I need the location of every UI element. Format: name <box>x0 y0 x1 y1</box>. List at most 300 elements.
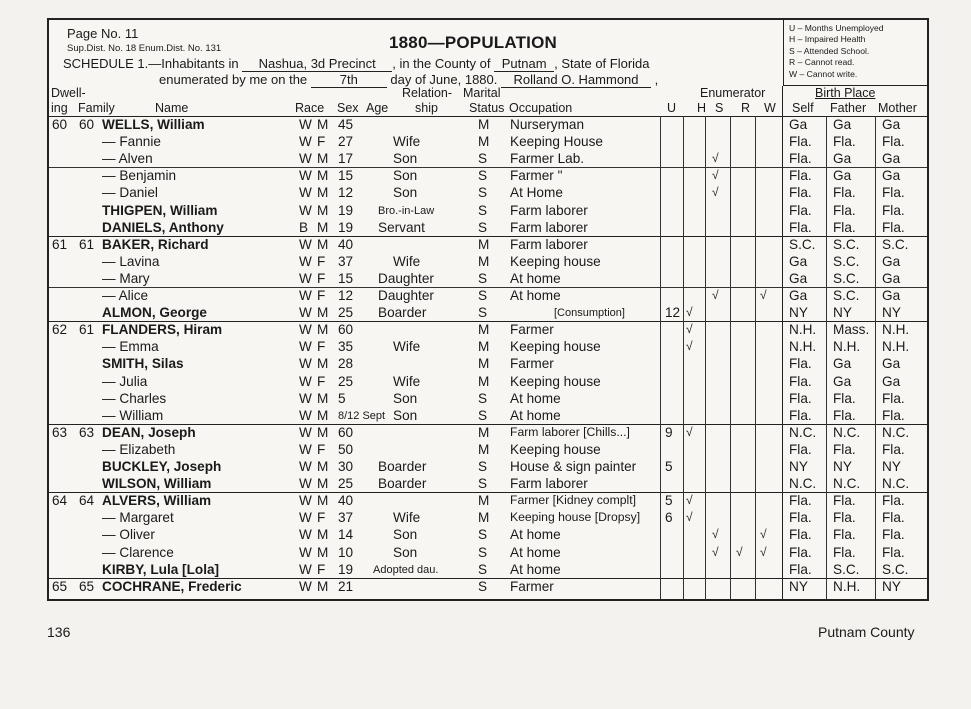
health-check: √ <box>686 339 693 354</box>
table-row <box>49 476 927 493</box>
day-field: 7th <box>311 72 387 88</box>
birthplace-mother: Fla. <box>882 202 905 218</box>
birthplace-mother: Fla. <box>882 527 905 543</box>
age-cell: 25 <box>338 373 354 389</box>
family-number: 61 <box>79 236 95 252</box>
person-name: BUCKLEY, Joseph <box>102 459 222 474</box>
occupation-cell: At home <box>510 544 561 560</box>
birthplace-self: NY <box>789 459 808 474</box>
marital-cell: M <box>478 510 490 526</box>
birthplace-father: Fla. <box>833 493 856 509</box>
occupation-cell: At home <box>510 390 561 406</box>
occupation-cell: Keeping House <box>510 134 603 150</box>
occupation-cell: Farmer " <box>510 168 563 184</box>
person-name: — Daniel <box>102 185 158 201</box>
birthplace-father: Mass. <box>833 322 870 338</box>
person-name: — Julia <box>102 373 148 389</box>
occupation-cell: Farmer <box>510 356 554 372</box>
enum-prefix: enumerated by me on the <box>159 72 308 87</box>
race-cell: W <box>299 459 312 474</box>
sex-cell: F <box>317 288 326 303</box>
col-occupation: Occupation <box>509 101 573 115</box>
birthplace-self: N.H. <box>789 339 817 355</box>
col-sex: Sex <box>337 101 359 115</box>
race-cell: W <box>299 117 312 132</box>
birthplace-father: NY <box>833 305 852 321</box>
occupation-cell: Keeping house [Dropsy] <box>510 510 641 525</box>
race-cell: W <box>299 151 312 167</box>
marital-cell: M <box>478 339 490 355</box>
enum-mid: day of June, 1880. <box>390 72 498 87</box>
birthplace-father: Ga <box>833 373 852 389</box>
marital-cell: S <box>478 527 488 543</box>
age-cell: 12 <box>338 185 354 201</box>
person-name: — Alven <box>102 151 153 167</box>
age-cell: 37 <box>338 253 354 269</box>
occupation-cell: Farm laborer [Chills...] <box>510 424 630 439</box>
unemployed-cell: 5 <box>665 459 673 474</box>
health-check: √ <box>686 305 693 320</box>
relationship-cell: Wife <box>393 339 421 355</box>
birthplace-self: S.C. <box>789 236 816 252</box>
relationship-cell: Son <box>393 544 418 560</box>
birthplace-mother: Fla. <box>882 185 905 201</box>
table-row <box>49 134 927 151</box>
table-row <box>49 356 927 373</box>
person-name: — Benjamin <box>102 168 177 184</box>
unemployed-cell: 9 <box>665 424 673 440</box>
birthplace-self: NY <box>789 305 808 321</box>
age-cell: 10 <box>338 544 354 560</box>
sex-cell: F <box>317 441 326 457</box>
birthplace-self: Ga <box>789 117 808 132</box>
sex-cell: F <box>317 373 326 389</box>
marital-cell: S <box>478 202 488 218</box>
occupation-cell: At home <box>510 407 561 423</box>
age-cell: 50 <box>338 441 354 457</box>
relationship-cell: Son <box>393 527 418 543</box>
birthplace-father: Fla. <box>833 527 856 543</box>
sex-cell: M <box>317 236 329 252</box>
birthplace-self: N.C. <box>789 476 817 492</box>
table-row <box>49 151 927 168</box>
birthplace-mother: Fla. <box>882 544 905 560</box>
family-number: 60 <box>79 117 95 132</box>
sex-cell: F <box>317 510 326 526</box>
sex-cell: F <box>317 134 326 150</box>
table-row <box>49 117 927 134</box>
person-name: — Clarence <box>102 544 174 560</box>
legend-item: H – Impaired Health <box>789 34 866 45</box>
occupation-cell: Farm laborer <box>510 476 588 492</box>
dwelling-number: 62 <box>52 322 68 338</box>
marital-cell: S <box>478 288 488 303</box>
birthplace-father: Ga <box>833 356 852 372</box>
district-numbers: Sup.Dist. No. 18 Enum.Dist. No. 131 <box>67 43 222 54</box>
age-cell: 15 <box>338 168 354 184</box>
birthplace-mother: Fla. <box>882 407 905 423</box>
sex-cell: M <box>317 544 329 560</box>
age-cell: 14 <box>338 527 354 543</box>
household-divider <box>49 492 927 493</box>
county-field: Putnam <box>494 56 554 72</box>
birthplace-mother: Fla. <box>882 390 905 406</box>
col-name: Name <box>155 101 189 115</box>
col-father: Father <box>830 101 867 115</box>
legend-item: U – Months Unemployed <box>789 23 884 33</box>
col-dwell-top: Dwell- <box>51 86 86 100</box>
marital-cell: S <box>478 390 488 406</box>
occupation-cell: Farmer [Kidney complt] <box>510 493 636 508</box>
family-number: 63 <box>79 424 95 440</box>
sex-cell: M <box>317 527 329 543</box>
col-r: R <box>741 101 751 115</box>
marital-cell: M <box>478 424 490 440</box>
age-cell: 21 <box>338 578 354 594</box>
marital-cell: M <box>478 117 490 132</box>
race-cell: W <box>299 373 312 389</box>
birthplace-self: N.C. <box>789 424 817 440</box>
table-row <box>49 271 927 288</box>
birthplace-self: Fla. <box>789 185 812 201</box>
marital-cell: M <box>478 441 490 457</box>
enumerator-column-divider <box>705 116 706 599</box>
table-row <box>49 254 927 271</box>
relationship-cell: Wife <box>393 134 421 150</box>
birthplace-mother: S.C. <box>882 236 909 252</box>
birthplace-father: Ga <box>833 117 852 132</box>
marital-cell: S <box>478 561 488 577</box>
school-check: √ <box>712 151 719 166</box>
birthplace-self: Fla. <box>789 151 812 167</box>
sex-cell: M <box>317 117 329 132</box>
col-s: S <box>715 101 724 115</box>
relationship-cell: Bro.-in-Law <box>378 204 435 217</box>
birthplace-self: Fla. <box>789 510 812 526</box>
col-w: W <box>764 101 776 115</box>
marital-cell: S <box>478 476 488 492</box>
marital-cell: S <box>478 151 488 167</box>
relationship-cell: Wife <box>393 253 421 269</box>
race-cell: W <box>299 185 312 201</box>
person-name: — Charles <box>102 390 167 406</box>
school-check: √ <box>712 168 719 183</box>
person-name: WILSON, William <box>102 476 212 492</box>
birthplace-self: Fla. <box>789 134 812 150</box>
race-cell: B <box>299 219 309 235</box>
sex-cell: M <box>317 356 329 372</box>
occupation-cell: At home <box>510 270 561 286</box>
enumerator-column-divider <box>683 116 684 599</box>
table-row <box>49 442 927 459</box>
person-name: ALVERS, William <box>102 493 212 509</box>
person-name: THIGPEN, William <box>102 202 218 218</box>
race-cell: W <box>299 288 312 303</box>
birthplace-column-divider <box>826 116 827 599</box>
marital-cell: M <box>478 373 490 389</box>
age-cell: 25 <box>338 305 354 321</box>
person-name: — Oliver <box>102 527 155 543</box>
birthplace-self: Fla. <box>789 202 812 218</box>
household-divider <box>49 424 927 425</box>
sex-cell: M <box>317 202 329 218</box>
person-name: — Mary <box>102 270 150 286</box>
birthplace-father: N.C. <box>833 476 861 492</box>
person-name: WELLS, William <box>102 117 205 132</box>
household-divider <box>49 321 927 322</box>
school-check: √ <box>712 527 719 542</box>
race-cell: W <box>299 202 312 218</box>
birthplace-self: Fla. <box>789 168 812 184</box>
occupation-cell: At home <box>510 288 561 303</box>
birthplace-mother: NY <box>882 578 901 594</box>
age-cell: 30 <box>338 459 354 474</box>
sex-cell: M <box>317 407 329 423</box>
sex-cell: M <box>317 424 329 440</box>
age-cell: 60 <box>338 322 354 338</box>
county-prefix: , in the County of <box>392 56 491 71</box>
relationship-cell: Wife <box>393 510 421 526</box>
occupation-cell: Farmer <box>510 322 554 338</box>
race-cell: W <box>299 407 312 423</box>
race-cell: W <box>299 476 312 492</box>
birthplace-mother: Ga <box>882 117 901 132</box>
race-cell: W <box>299 578 312 594</box>
race-cell: W <box>299 322 312 338</box>
birthplace-father: S.C. <box>833 253 860 269</box>
birthplace-mother: Fla. <box>882 510 905 526</box>
person-name: BAKER, Richard <box>102 236 209 252</box>
birthplace-father: Fla. <box>833 202 856 218</box>
relationship-cell: Son <box>393 185 418 201</box>
birthplace-father: Fla. <box>833 390 856 406</box>
age-cell: 25 <box>338 476 354 492</box>
occupation-cell: [Consumption] <box>554 307 625 320</box>
person-name: DEAN, Joseph <box>102 424 196 440</box>
marital-cell: S <box>478 270 488 286</box>
birthplace-self: Fla. <box>789 493 812 509</box>
birthplace-self: Fla. <box>789 544 812 560</box>
birthplace-mother: N.C. <box>882 476 910 492</box>
birthplace-mother: Ga <box>882 270 901 286</box>
school-check: √ <box>712 288 719 302</box>
race-cell: W <box>299 527 312 543</box>
birthplace-father: S.C. <box>833 561 860 577</box>
age-cell: 12 <box>338 288 354 303</box>
occupation-cell: Keeping house <box>510 441 601 457</box>
birthplace-mother: Fla. <box>882 134 905 150</box>
occupation-cell: Farm laborer <box>510 202 588 218</box>
person-name: — Alice <box>102 288 149 303</box>
person-name: KIRBY, Lula [Lola] <box>102 561 220 577</box>
dwelling-number: 60 <box>52 117 68 132</box>
table-row <box>49 391 927 408</box>
sex-cell: M <box>317 476 329 492</box>
birthplace-self: Ga <box>789 253 808 269</box>
race-cell: W <box>299 236 312 252</box>
table-row <box>49 168 927 185</box>
age-cell: 60 <box>338 424 354 440</box>
marital-cell: M <box>478 356 490 372</box>
page-no: Page No. 11 <box>67 26 139 41</box>
race-cell: W <box>299 561 312 577</box>
occupation-cell: Farm laborer <box>510 219 588 235</box>
birthplace-divider <box>782 86 783 599</box>
health-check: √ <box>686 493 693 508</box>
unemployed-cell: 6 <box>665 510 673 526</box>
birthplace-father: Ga <box>833 151 852 167</box>
age-cell: 19 <box>338 202 354 218</box>
birthplace-mother: NY <box>882 305 901 321</box>
person-name: ALMON, George <box>102 305 207 321</box>
health-check: √ <box>686 424 693 439</box>
person-name: — Fannie <box>102 134 161 150</box>
birthplace-column-divider <box>875 116 876 599</box>
age-cell: 19 <box>338 219 354 235</box>
person-name: SMITH, Silas <box>102 356 184 372</box>
age-cell: 5 <box>338 390 346 406</box>
person-name: — Elizabeth <box>102 441 176 457</box>
birthplace-mother: Fla. <box>882 441 905 457</box>
race-cell: W <box>299 253 312 269</box>
marital-cell: S <box>478 544 488 560</box>
relationship-cell: Son <box>393 151 418 167</box>
sex-cell: M <box>317 151 329 167</box>
birthplace-self: Fla. <box>789 527 812 543</box>
enumerator-column-divider <box>660 116 661 599</box>
age-cell: 37 <box>338 510 354 526</box>
relationship-cell: Son <box>393 168 418 184</box>
family-number: 64 <box>79 493 95 509</box>
race-cell: W <box>299 424 312 440</box>
birthplace-father: Fla. <box>833 185 856 201</box>
sex-cell: F <box>317 339 326 355</box>
relationship-cell: Boarder <box>378 305 427 321</box>
sex-cell: M <box>317 219 329 235</box>
relationship-cell: Adopted dau. <box>373 563 439 576</box>
table-row <box>49 408 927 425</box>
table-row <box>49 322 927 339</box>
birthplace-father: N.H. <box>833 339 861 355</box>
race-cell: W <box>299 134 312 150</box>
marital-cell: M <box>478 253 490 269</box>
race-cell: W <box>299 305 312 321</box>
col-birth-place: Birth Place <box>815 86 876 100</box>
birthplace-self: Ga <box>789 288 808 303</box>
birthplace-father: N.C. <box>833 424 861 440</box>
family-number: 65 <box>79 578 95 594</box>
col-mother: Mother <box>878 101 917 115</box>
birthplace-mother: N.C. <box>882 424 910 440</box>
relationship-cell: Son <box>393 390 418 406</box>
legend-item: R – Cannot read. <box>789 57 855 68</box>
enumerator-column-divider <box>755 116 756 599</box>
col-marital-bottom: Status <box>469 101 505 115</box>
birthplace-father: Fla. <box>833 134 856 150</box>
birthplace-mother: Ga <box>882 356 901 372</box>
marital-cell: M <box>478 322 490 338</box>
age-cell: 28 <box>338 356 354 372</box>
occupation-cell: Keeping house <box>510 253 601 269</box>
unemployed-cell: 12 <box>665 305 681 321</box>
table-row <box>49 203 927 220</box>
marital-cell: M <box>478 493 490 509</box>
dwelling-number: 61 <box>52 236 68 252</box>
race-cell: W <box>299 339 312 355</box>
marital-cell: S <box>478 185 488 201</box>
table-row <box>49 288 927 305</box>
birthplace-mother: Fla. <box>882 219 905 235</box>
person-name: — Margaret <box>102 510 174 526</box>
legend-item: W – Cannot write. <box>789 68 858 79</box>
relationship-cell: Son <box>393 407 418 423</box>
occupation-cell: Farm laborer <box>510 236 588 252</box>
table-row <box>49 527 927 544</box>
birthplace-mother: Fla. <box>882 493 905 509</box>
table-row <box>49 562 927 579</box>
school-check: √ <box>712 544 719 559</box>
age-cell: 17 <box>338 151 354 167</box>
relationship-cell: Boarder <box>378 459 427 474</box>
read-check: √ <box>736 544 743 559</box>
sex-cell: M <box>317 390 329 406</box>
occupation-cell: At Home <box>510 185 563 201</box>
birthplace-mother: N.H. <box>882 339 910 355</box>
sex-cell: M <box>317 185 329 201</box>
race-cell: W <box>299 270 312 286</box>
table-row <box>49 545 927 562</box>
col-enumerator: Enumerator <box>700 86 766 100</box>
marital-cell: M <box>478 134 490 150</box>
col-dwell-bottom: ing <box>51 101 68 115</box>
sex-cell: M <box>317 459 329 474</box>
person-name: FLANDERS, Hiram <box>102 322 223 338</box>
birthplace-self: Fla. <box>789 356 812 372</box>
row-divider <box>49 167 927 168</box>
col-self: Self <box>792 101 814 115</box>
sex-cell: F <box>317 270 326 286</box>
birthplace-self: N.H. <box>789 322 817 338</box>
age-cell: 15 <box>338 270 354 286</box>
birthplace-father: Fla. <box>833 544 856 560</box>
occupation-cell: At home <box>510 561 561 577</box>
birthplace-mother: Ga <box>882 253 901 269</box>
school-check: √ <box>712 185 719 200</box>
relationship-cell: Servant <box>378 219 425 235</box>
col-age: Age <box>366 101 389 115</box>
birthplace-father: Fla. <box>833 510 856 526</box>
race-cell: W <box>299 168 312 184</box>
relationship-cell: Wife <box>393 373 421 389</box>
marital-cell: S <box>478 219 488 235</box>
household-divider <box>49 236 927 237</box>
occupation-cell: Nurseryman <box>510 117 585 132</box>
table-row <box>49 510 927 527</box>
sex-cell: M <box>317 578 329 594</box>
occupation-cell: Keeping house <box>510 373 601 389</box>
birthplace-self: Fla. <box>789 373 812 389</box>
race-cell: W <box>299 493 312 509</box>
marital-cell: S <box>478 459 488 474</box>
marital-cell: S <box>478 305 488 321</box>
sex-cell: F <box>317 561 326 577</box>
table-row <box>49 374 927 391</box>
marital-cell: S <box>478 168 488 184</box>
table-row <box>49 339 927 356</box>
marital-cell: M <box>478 236 490 252</box>
table-row <box>49 425 927 442</box>
birthplace-father: Fla. <box>833 441 856 457</box>
